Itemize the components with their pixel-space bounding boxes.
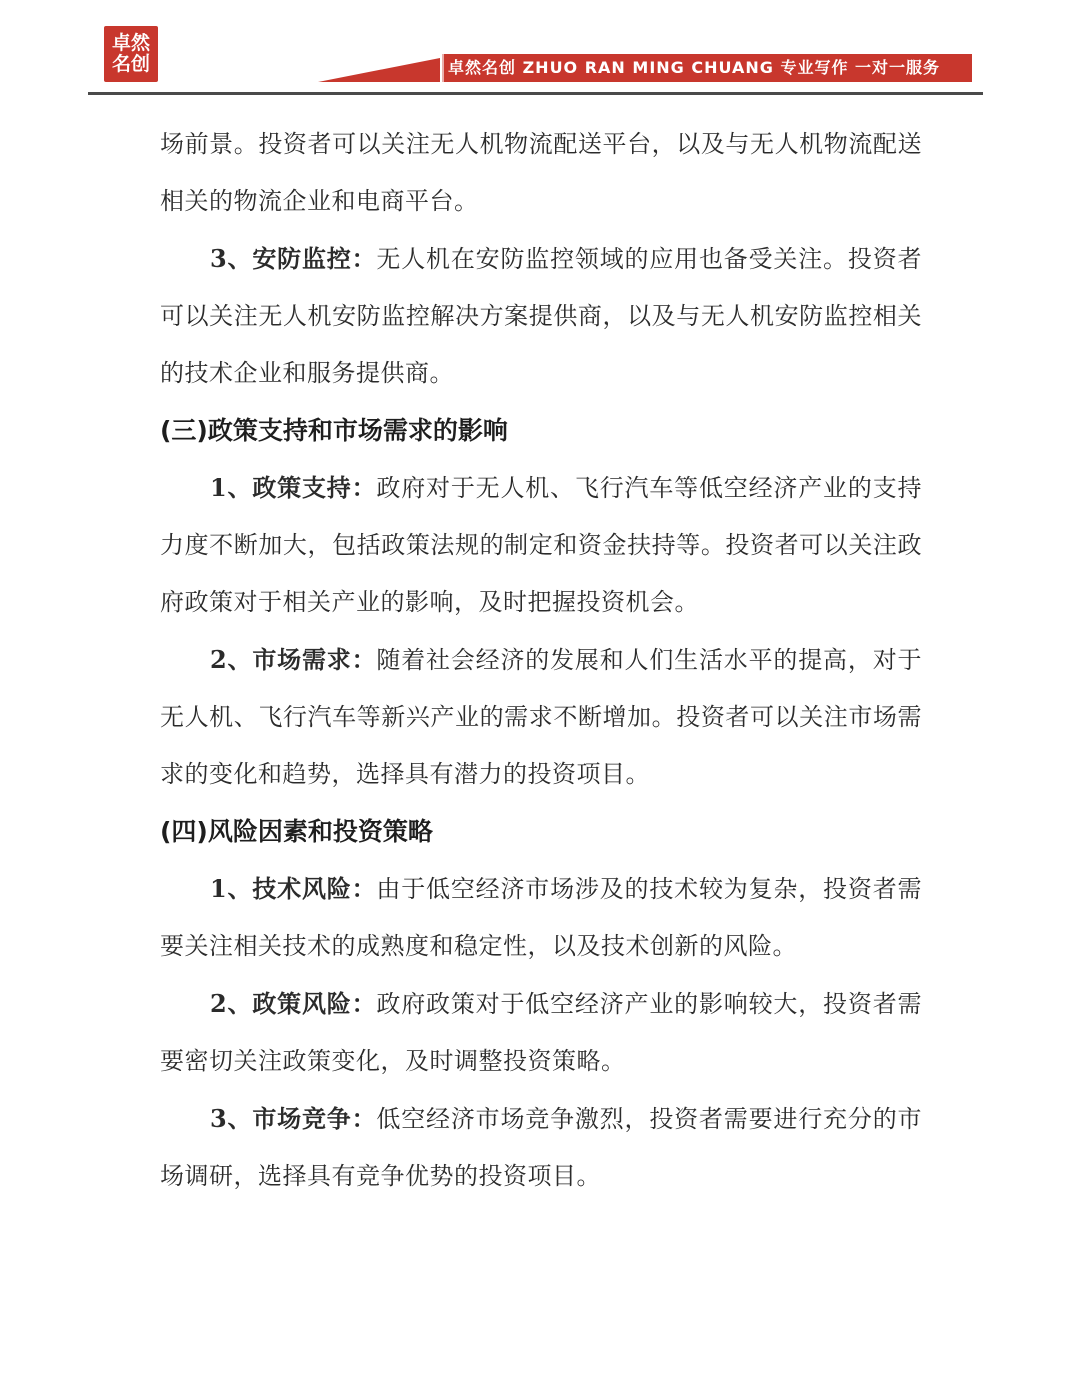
paragraph (160, 230, 922, 402)
paragraph-text: 随着社会经济的发展和人们生活水平的提高，对于无人机、飞行汽车等新兴产业的需求不断增加。投资者可以关注市场需求的变化和趋势，选择具有潜力的投资项目。 (160, 646, 923, 788)
paragraph-lead: 2、市场需求： (210, 645, 377, 674)
brand-logo (104, 26, 158, 82)
paragraph-lead: 3、市场竞争： (210, 1104, 377, 1133)
paragraph-lead: 2、政策风险： (210, 989, 377, 1018)
paragraph (160, 459, 922, 631)
paragraph (160, 1090, 922, 1205)
document-body (160, 116, 922, 1205)
banner-text: 卓然名创 ZHUO RAN MING CHUANG 专业写作 一对一服务 (448, 58, 941, 77)
paragraph-text: 政府政策对于低空经济产业的影响较大，投资者需要密切关注政策变化，及时调整投资策略。 (160, 990, 923, 1075)
paragraph-text: 无人机在安防监控领域的应用也备受关注。投资者可以关注无人机安防监控解决方案提供商，以及与无人机安防监控相关的技术企业和服务提供商。 (160, 245, 923, 387)
paragraph: 场前景。投资者可以关注无人机物流配送平台，以及与无人机物流配送相关的物流企业和电商平台。 (160, 130, 922, 215)
paragraph-text: 低空经济市场竞争激烈，投资者需要进行充分的市场调研，选择具有竞争优势的投资项目。 (160, 1105, 923, 1190)
paragraph-text: 政府对于无人机、飞行汽车等低空经济产业的支持力度不断加大，包括政策法规的制定和资金扶持等。投资者可以关注政府政策对于相关产业的影响，及时把握投资机会。 (160, 474, 923, 616)
logo-line-2: 名创 (111, 53, 150, 75)
header-banner (318, 52, 978, 84)
paragraph (160, 975, 922, 1090)
paragraph (160, 860, 922, 975)
header-rule (88, 92, 983, 95)
paragraph-lead: 3、安防监控： (210, 244, 377, 273)
page-header (0, 0, 1080, 100)
paragraph-text: 由于低空经济市场涉及的技术较为复杂，投资者需要关注相关技术的成熟度和稳定性，以及技术创新的风险。 (160, 875, 923, 960)
section-heading: (四)风险因素和投资策略 (160, 817, 433, 846)
paragraph-lead: 1、技术风险： (210, 874, 377, 903)
paragraph-lead: 1、政策支持： (210, 473, 377, 502)
logo-line-1: 卓然 (111, 32, 150, 54)
section-heading: (三)政策支持和市场需求的影响 (160, 416, 508, 445)
paragraph (160, 631, 922, 803)
